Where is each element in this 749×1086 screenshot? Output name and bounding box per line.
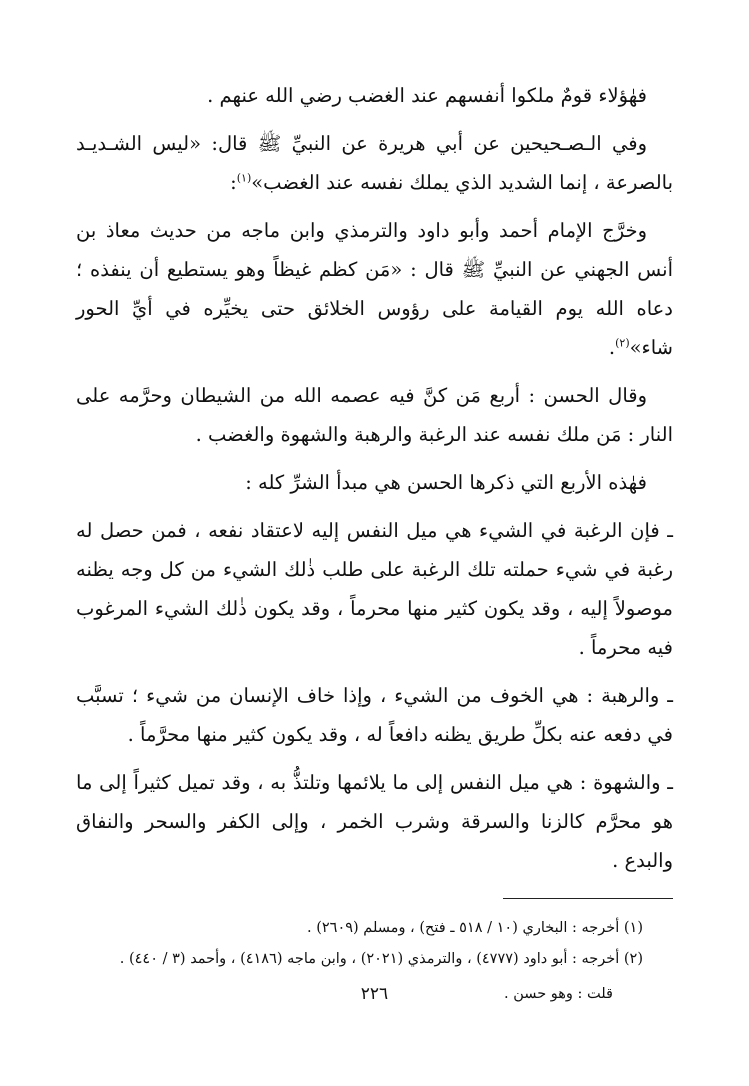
paragraph-3-text: وخرَّج الإمام أحمد وأبو داود والترمذي وابن ماجه من حديث معاذ بن أنس الجهني عن النبيِّ ﷺ قال : «مَن كظم غيظاً وهو يستطيع أن ينفذه ؛ دعاه الله يوم القيامة على رؤوس الخلائق حتى يخيِّره في أيِّ الحور شاء» [76,219,673,359]
paragraph-1 [76,76,673,115]
paragraph-2-end: : [230,171,237,194]
footnote-ref-2[interactable]: (٢) [615,336,630,350]
paragraph-6 [76,511,673,667]
paragraph-6-text: ـ فإن الرغبة في الشيء هي ميل النفس إليه لاعتقاد نفعه ، فمن حصل له رغبة في شيء حملته تلك الرغبة على طلب ذٰلك الشيء من كل وجه يظنه موصولاً إليه ، وقد يكون كثير منها محرماً ، وقد يكون ذٰلك الشيء المرغوب فيه محرماً . [76,519,673,659]
paragraph-7 [76,676,673,754]
footnote-1: (١) أخرجه : البخاري (١٠ / ٥١٨ ـ فتح) ، ومسلم (٢٦٠٩) . [306,920,643,936]
paragraph-3 [76,211,673,367]
paragraph-7-text: ـ والرهبة : هي الخوف من الشيء ، وإذا خاف الإنسان من شيء ؛ تسبَّب في دفعه عنه بكلِّ طريق يظنه دافعاً له ، وقد يكون كثير منها محرَّماً . [76,684,673,746]
footnote-ref-1[interactable]: (١) [236,171,252,185]
paragraph-5 [76,463,673,502]
footnote-separator [503,898,673,899]
paragraph-2 [76,124,673,202]
footnote-remark: قلت : وهو حسن . [504,986,613,1002]
footnote-2: (٢) أخرجه : أبو داود (٤٧٧٧) ، والترمذي (٢٠٢١) ، وابن ماجه (٤١٨٦) ، وأحمد (٣ / ٤٤٠) . [119,951,643,967]
paragraph-5-text: فهٰذه الأربع التي ذكرها الحسن هي مبدأ الشرِّ كله : [245,471,647,494]
paragraph-4-text: وقال الحسن : أربع مَن كنَّ فيه عصمه الله من الشيطان وحرَّمه على النار : مَن ملك نفسه عند الرغبة والرهبة والشهوة والغضب . [76,384,673,446]
page-number: ٢٢٦ [360,984,389,1004]
paragraph-4 [76,376,673,454]
paragraph-8-text: ـ والشهوة : هي ميل النفس إلى ما يلائمها وتلتذُّ به ، وقد تميل كثيراً إلى ما هو محرَّم كالزنا والسرقة وشرب الخمر ، وإلى الكفر والسحر والنفاق والبدع . [76,771,673,872]
paragraph-1-text: فهٰؤلاء قومٌ ملكوا أنفسهم عند الغضب رضي الله عنهم . [207,84,647,107]
paragraph-2-text: وفي الـصـحيحين عن أبي هريرة عن النبيِّ ﷺ قال: «ليس الشـديـد بالصرعة ، إنما الشديد الذي يملك نفسه عند الغضب» [76,132,673,194]
paragraph-3-end: . [608,336,616,359]
paragraph-8 [76,763,673,880]
